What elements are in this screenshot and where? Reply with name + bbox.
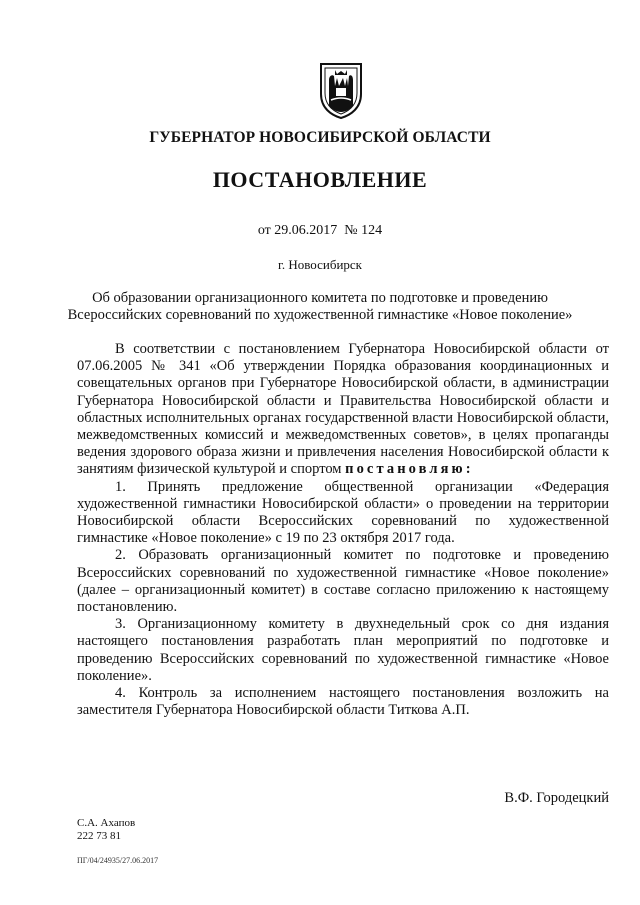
resolve-word: постановляю [345,461,466,478]
resolve-colon: : [465,461,471,478]
issuing-authority: ГУБЕРНАТОР НОВОСИБИРСКОЙ ОБЛАСТИ [149,129,491,146]
preamble-paragraph [77,341,609,479]
document-title [0,290,640,324]
item-4-paragraph: 4. Контроль за исполнением настоящего постановления возложить на заместителя Губернатора Новосибирской области Титкова А.П. [77,685,609,719]
date-and-number: от 29.06.2017 № 124 [257,223,383,238]
document-type-heading: ПОСТАНОВЛЕНИЕ [212,167,428,192]
title-line-1: Об образовании организационного комитета по подготовке и проведению [92,290,548,306]
preamble-text: В соответствии с постановлением Губернатора Новосибирской области от 07.06.2005 № 341 «Об утверждении Порядка образования координационных и совещательных органов при Губернаторе Новосибирской области, в администрации Губернатора Новосибирской области и Правительства Новосибирской области и областных исполнительных органах государственной власти Новосибирской области, межведомственных комиссий и межведомственных советов», в целях пропаганды ведения здорового образа жизни и привлечения населения Новосибирской области к занятиям физической культурой и спортом [77,341,609,478]
item-2-paragraph: 2. Образовать организационный комитет по подготовке и проведению Всероссийских соревнований по художественной гимнастике «Новое поколение» (далее – организационный комитет) в составе согласно приложению к настоящему постановлению. [77,547,609,616]
item-1-paragraph: 1. Принять предложение общественной организации «Федерация художественной гимнастики Новосибирской области» о проведении на территории Новосибирской области Всероссийских соревнований по художественной гимнастике «Новое поколение» с 19 по 23 октября 2017 года. [77,478,609,547]
executor-name: С.А. Ахапов [77,817,136,829]
coat-of-arms-icon [317,60,365,120]
signature-name: В.Ф. Городецкий [504,790,609,806]
city-line: г. Новосибирск [277,257,362,272]
title-line-2: Всероссийских соревнований по художественной гимнастике «Новое поколение» [67,307,573,323]
document-body [77,341,609,719]
document-registration-number: ПГ/04/24935/27.06.2017 [77,856,159,865]
executor-phone: 222 73 81 [77,830,121,842]
executor-block [77,817,135,843]
item-3-paragraph: 3. Организационному комитету в двухнедельный срок со дня издания настоящего постановления разработать план мероприятий по подготовке и проведению Всероссийских соревнований по художественной гимнастике «Новое поколение». [77,616,609,684]
